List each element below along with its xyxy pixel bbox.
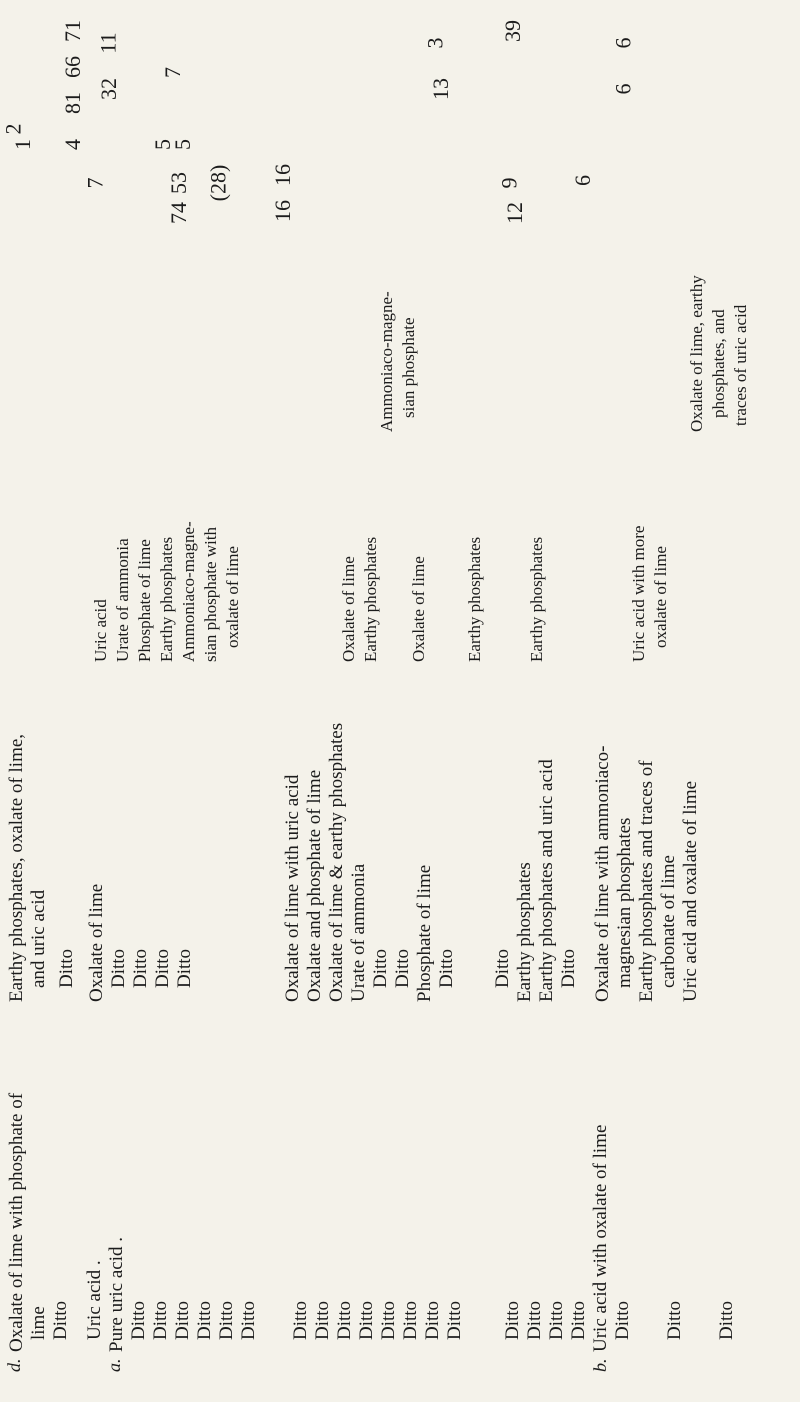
col-b-row-23: Ditto <box>558 948 579 988</box>
col-a-row-25: Ditto <box>546 1300 567 1340</box>
num-1a: 1 <box>10 139 35 150</box>
col-a-row-16: Ditto <box>334 1300 355 1340</box>
col-a-row-24: Ditto <box>524 1300 545 1340</box>
num-32: 32 <box>96 78 121 100</box>
col-a-row-9: Ditto <box>172 1300 193 1340</box>
col-a-row-18: Ditto <box>378 1300 399 1340</box>
col-b-row-20: Ditto <box>492 948 513 988</box>
col-a-row-11: Ditto <box>216 1300 237 1340</box>
col-a-row-17: Ditto <box>356 1300 377 1340</box>
num-74: 74 <box>166 202 191 224</box>
col-a-row-32: Ditto <box>716 1300 737 1340</box>
col-a-row-19: Ditto <box>400 1300 421 1340</box>
col-c-row-9: Earthy phosphates <box>157 536 176 662</box>
num-13: 13 <box>428 78 453 100</box>
num-66: 66 <box>60 56 85 78</box>
col-c-row-10: Ammoniaco-magne- <box>179 521 198 662</box>
col-a-row-28: Ditto <box>612 1300 633 1340</box>
num-4a: 4 <box>60 139 85 150</box>
col-d-row-4: Oxalate of lime, earthy <box>687 275 706 432</box>
col-d-row-5: phosphates, and <box>709 309 728 418</box>
col-b-row-16: Ditto <box>392 948 413 988</box>
num-16b: 16 <box>270 164 295 186</box>
section-mark-a: a. <box>104 1358 124 1372</box>
num-6: 6 <box>570 175 595 186</box>
num-5b: 5 <box>170 139 195 150</box>
col-c-row-12: oxalate of lime <box>223 546 242 648</box>
col-b-row-2: and uric acid <box>28 889 49 988</box>
col-b-row-9: Ditto <box>174 948 195 988</box>
col-a-row-26: Ditto <box>568 1300 589 1340</box>
section-mark-d: d. <box>4 1358 24 1372</box>
col-b-row-18: Ditto <box>436 948 457 988</box>
col-b-row-14: Urate of ammonia <box>348 863 369 1002</box>
col-a-row-2: lime <box>28 1306 49 1340</box>
col-a-row-20: Ditto <box>422 1300 443 1340</box>
col-b-row-25: Oxalate of lime with ammoniaco- <box>592 745 613 1002</box>
col-b-row-29: Uric acid and oxalate of lime <box>680 780 701 1002</box>
column-b <box>0 672 800 1002</box>
col-b-row-8: Ditto <box>152 948 173 988</box>
col-c-row-21: Earthy phosphates <box>465 536 484 662</box>
num-15: 7 <box>160 67 185 78</box>
col-a-row-27: Uric acid with oxalate of lime <box>590 1124 611 1352</box>
col-b-row-11: Oxalate of lime with uric acid <box>282 774 303 1002</box>
col-a-row-5: Uric acid . <box>84 1260 105 1340</box>
col-b-row-17: Phosphate of lime <box>414 864 435 1002</box>
num-16a: 16 <box>270 200 295 222</box>
col-b-row-1: Earthy phosphates, oxalate of lime, <box>6 733 27 1002</box>
num-7: 7 <box>82 177 108 189</box>
col-a-row-12: Ditto <box>238 1300 259 1340</box>
num-12: 12 <box>502 202 527 224</box>
col-a-row-15: Ditto <box>312 1300 333 1340</box>
col-a-row-30: Ditto <box>664 1300 685 1340</box>
num-6c: 6 <box>610 37 636 49</box>
col-c-row-6: Uric acid <box>91 599 110 662</box>
col-c-row-23: Earthy phosphates <box>527 536 546 662</box>
num-28: (28) <box>205 164 231 202</box>
col-b-row-5: Oxalate of lime <box>86 883 107 1002</box>
col-b-row-3: Ditto <box>56 948 77 988</box>
col-c-row-26: Uric acid with more <box>629 525 648 662</box>
num-6b: 6 <box>610 83 636 95</box>
col-c-row-11: sian phosphate with <box>201 526 220 662</box>
col-b-row-13: Oxalate of lime & earthy phosphates <box>326 722 347 1002</box>
col-c-row-8: Phosphate of lime <box>135 539 154 662</box>
col-b-row-26: magnesian phosphates <box>614 817 635 988</box>
num-39: 39 <box>500 20 525 42</box>
col-b-row-28: carbonate of lime <box>658 855 679 988</box>
col-c-row-16: Oxalate of lime <box>339 556 358 662</box>
col-c-row-27: oxalate of lime <box>651 546 670 648</box>
col-b-row-12: Oxalate and phosphate of lime <box>304 769 325 1002</box>
section-mark-b: b. <box>590 1358 610 1372</box>
col-a-row-21: Ditto <box>444 1300 465 1340</box>
col-c-row-19: Oxalate of lime <box>409 556 428 662</box>
column-a <box>0 1012 800 1372</box>
col-b-row-27: Earthy phosphates and traces of <box>636 760 657 1002</box>
col-b-row-22: Earthy phosphates and uric acid <box>536 759 557 1002</box>
num-11: 11 <box>95 32 121 54</box>
col-a-row-6: Pure uric acid . <box>106 1236 127 1352</box>
num-81: 81 <box>60 92 85 114</box>
col-c-row-7: Urate of ammonia <box>113 538 132 662</box>
col-b-row-6: Ditto <box>108 948 129 988</box>
num-3: 3 <box>422 37 448 49</box>
num-53: 53 <box>166 172 191 194</box>
num-2: 2 <box>0 123 26 135</box>
col-a-row-23: Ditto <box>502 1300 523 1340</box>
column-c <box>0 432 800 662</box>
col-c-row-17: Earthy phosphates <box>361 536 380 662</box>
col-d-row-2: sian phosphate <box>399 317 418 418</box>
col-a-row-10: Ditto <box>194 1300 215 1340</box>
num-5a: 5 <box>150 139 175 150</box>
col-b-row-21: Earthy phosphates <box>514 862 535 1002</box>
col-a-row-7: Ditto <box>128 1300 149 1340</box>
col-b-row-7: Ditto <box>130 948 151 988</box>
col-a-row-3: Ditto <box>50 1300 71 1340</box>
col-a-row-14: Ditto <box>290 1300 311 1340</box>
num-9: 9 <box>496 177 522 189</box>
col-d-row-6: traces of uric acid <box>731 304 750 426</box>
col-a-row-8: Ditto <box>150 1300 171 1340</box>
col-b-row-15: Ditto <box>370 948 391 988</box>
col-a-row-1: Oxalate of lime with phosphate of <box>6 1092 27 1352</box>
num-71: 71 <box>60 20 85 42</box>
col-d-row-1: Ammoniaco-magne- <box>377 291 396 432</box>
